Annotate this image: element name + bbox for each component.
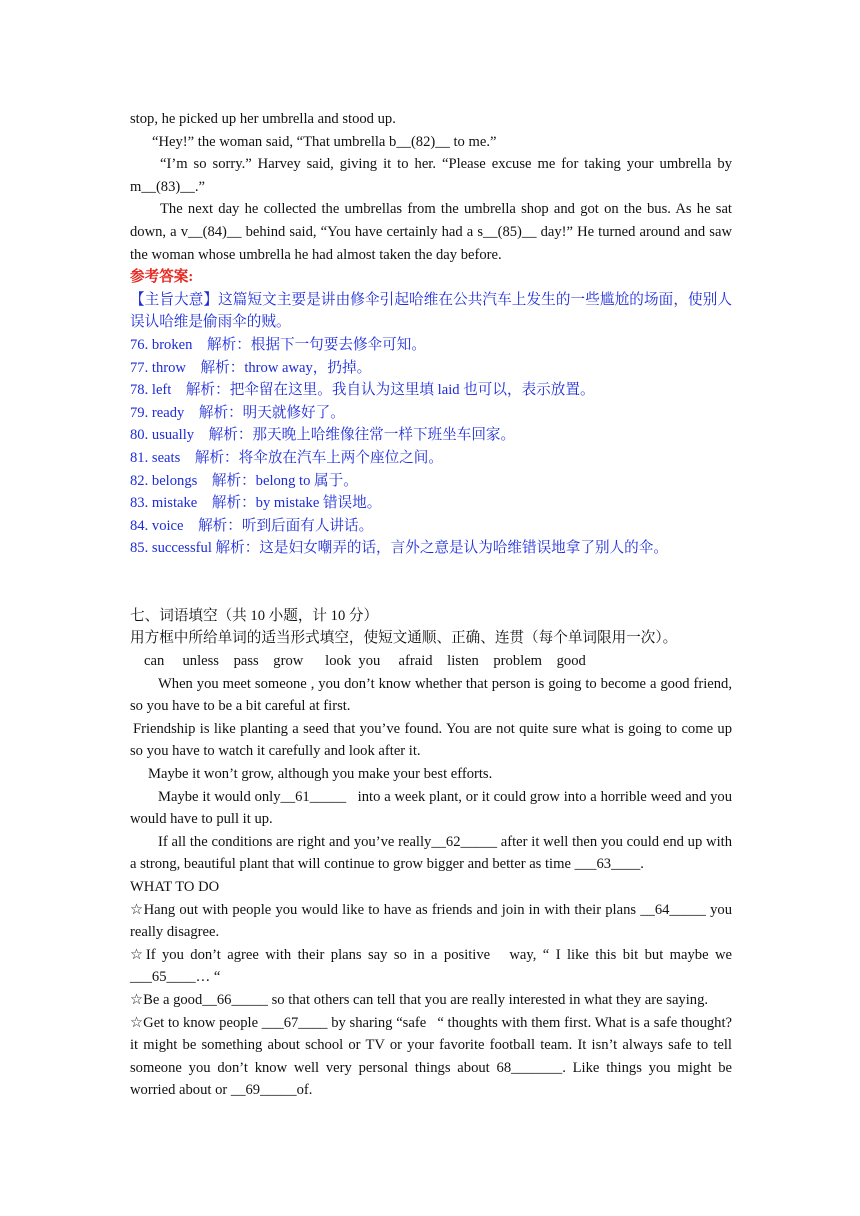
section-instruction: 用方框中所给单词的适当形式填空，使短文通顺、正确、连贯（每个单词限用一次）。 bbox=[130, 630, 678, 647]
answer-item: 79. ready 解析：明天就修好了。 bbox=[130, 404, 345, 421]
passage-paragraph: Maybe it would only__61_____ into a week plant, or it could grow into a horrible weed and you would have to pull it up. bbox=[130, 788, 736, 828]
passage-heading: WHAT TO DO bbox=[130, 879, 220, 895]
answer-item: 76. broken 解析：根据下一句要去修伞可知。 bbox=[130, 336, 426, 353]
story-line: stop, he picked up her umbrella and stood up. bbox=[130, 111, 396, 127]
passage-paragraph: ☆If you don’t agree with their plans say so in a positive way, “ I like this bit but maybe we ___65____… “ bbox=[130, 946, 736, 986]
answer-item: 77. throw 解析：throw away，扔掉。 bbox=[130, 359, 372, 376]
story-line: “Hey!” the woman said, “That umbrella b__(82)__ to me.” bbox=[152, 133, 497, 150]
answer-item: 84. voice 解析：听到后面有人讲话。 bbox=[130, 517, 374, 534]
passage-paragraph: ☆Hang out with people you would like to have as friends and join in with their plans __64_____ you really disagree. bbox=[130, 901, 736, 941]
story-line: “I’m so sorry.” Harvey said, giving it to her. “Please excuse me for taking your umbrella by m__(83)__.” bbox=[130, 156, 736, 195]
answer-item: 80. usually 解析：那天晚上哈维像往常一样下班坐车回家。 bbox=[130, 427, 516, 444]
passage-paragraph: If all the conditions are right and you’ve really__62_____ after it well then you could end up with a strong, beautiful plant that will continue to grow bigger and better as time ___63____. bbox=[130, 833, 736, 873]
answer-item: 85. successful 解析：这是妇女嘲弄的话，言外之意是认为哈维错误地拿了别人的伞。 bbox=[130, 540, 668, 557]
section-spacer bbox=[130, 560, 732, 605]
answer-item: 83. mistake 解析：by mistake 错误地。 bbox=[130, 495, 382, 512]
answer-item: 82. belongs 解析：belong to 属于。 bbox=[130, 472, 358, 489]
passage-paragraph: ☆Be a good__66_____ so that others can tell that you are really interested in what they are saying. bbox=[130, 991, 709, 1008]
story-line: The next day he collected the umbrellas from the umbrella shop and got on the bus. As he sat down, a v__(84)__ behind said, “You have certainly had a s__(85)__ day!” He turned around and saw the woman whose umbrella he had almost taken the day before. bbox=[130, 201, 736, 263]
document-page bbox=[130, 108, 736, 1102]
passage-paragraph: Friendship is like planting a seed that you’ve found. You are not quite sure what is going to come up so you have to watch it carefully and look after it. bbox=[130, 720, 736, 760]
passage-paragraph: ☆Get to know people ___67____ by sharing “safe “ thoughts with them first. What is a safe thought? it might be something about school or TV or your favorite football team. It isn’t always safe to tell someone you don’t know well very personal things about 68_______. Like things you might be worried about or __69_____of. bbox=[130, 1014, 736, 1099]
summary-text: 【主旨大意】这篇短文主要是讲由修伞引起哈维在公共汽车上发生的一些尴尬的场面，使别人误认哈维是偷雨伞的贼。 bbox=[130, 291, 732, 331]
answer-heading: 参考答案: bbox=[130, 269, 194, 286]
section-title: 七、词语填空（共 10 小题，计 10 分） bbox=[130, 607, 379, 624]
word-box: can unless pass grow look you afraid listen problem good bbox=[144, 653, 586, 670]
answer-item: 78. left 解析：把伞留在这里。我自认为这里填 laid 也可以，表示放置。 bbox=[130, 382, 595, 399]
answer-item: 81. seats 解析：将伞放在汽车上两个座位之间。 bbox=[130, 449, 443, 466]
passage-paragraph: Maybe it won’t grow, although you make your best efforts. bbox=[148, 766, 493, 783]
passage-paragraph: When you meet someone , you don’t know whether that person is going to become a good friend, so you have to be a bit careful at first. bbox=[130, 675, 736, 715]
